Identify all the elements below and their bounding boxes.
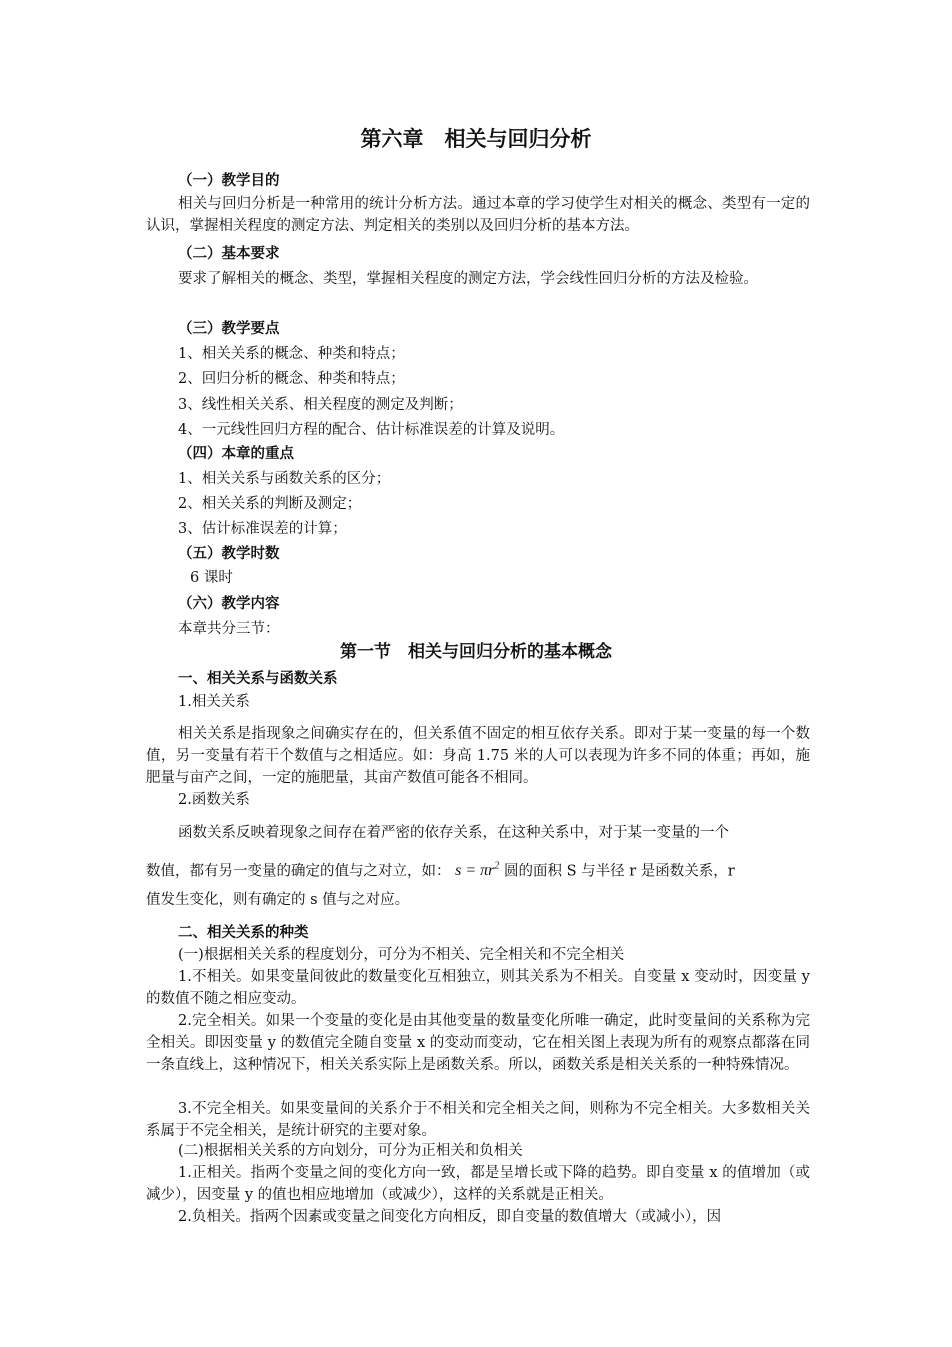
list-item: 1、相关关系与函数关系的区分；	[178, 471, 391, 487]
subheading-correlation: 1.相关关系	[178, 694, 250, 710]
paragraph-negative-correlation: 2.负相关。指两个因素或变量之间变化方向相反，即自变量的数值增大（或减小），因	[178, 1209, 722, 1225]
paragraph-imperfect-correlation: 3.不完全相关。如果变量间的关系介于不相关和完全相关之间，则称为不完全相关。大多数相关关系属于不完全相关，是统计研究的主要对象。	[146, 1101, 810, 1139]
chapter-title: 第六章 相关与回归分析	[360, 127, 592, 151]
paragraph-function-line3: 值发生变化，则有确定的 s 值与之对应。	[146, 892, 410, 908]
heading-correlation-types: 二、相关关系的种类	[178, 925, 309, 941]
subheading-function: 2.函数关系	[178, 792, 250, 808]
subheading-by-direction: (二)根据相关关系的方向划分，可分为正相关和负相关	[178, 1143, 523, 1159]
list-item: 2、相关关系的判断及测定；	[178, 496, 362, 512]
subheading-by-degree: (一)根据相关关系的程度划分，可分为不相关、完全相关和不完全相关	[178, 947, 625, 963]
list-item: 2、回归分析的概念、种类和特点；	[178, 371, 405, 387]
heading-teaching-points: （三）教学要点	[178, 321, 280, 337]
heading-correlation-vs-function: 一、相关关系与函数关系	[178, 671, 338, 687]
paragraph-function-line1: 函数关系反映着现象之间存在着严密的依存关系，在这种关系中，对于某一变量的一个	[178, 825, 729, 841]
paragraph-function-line2	[146, 856, 810, 882]
teaching-hours-value: 6 课时	[190, 570, 233, 586]
function-text-a: 数值，都有另一变量的确定的值与之对立，如：	[146, 863, 451, 880]
paragraph-no-correlation: 1.不相关。如果变量间彼此的数量变化互相独立，则其关系为不相关。自变量 x 变动时，因变量 y 的数值不随之相应变动。	[146, 969, 810, 1007]
teaching-content-intro: 本章共分三节：	[178, 621, 280, 637]
section-title: 第一节 相关与回归分析的基本概念	[340, 642, 612, 662]
heading-basic-requirements: （二）基本要求	[178, 246, 280, 262]
paragraph-correlation: 相关关系是指现象之间确实存在的，但关系值不固定的相互依存关系。即对于某一变量的每一个数值，另一变量有若干个数值与之相适应。如：身高 1.75 米的人可以表现为许多不同的体重；再如，施肥量与亩产之间，一定的施肥量，其亩产数值可能各不相同。	[146, 726, 810, 786]
list-item: 3、线性相关关系、相关程度的测定及判断；	[178, 397, 463, 413]
function-text-b: 圆的面积 S 与半径 r 是函数关系，r	[503, 863, 735, 880]
list-item: 1、相关关系的概念、种类和特点；	[178, 346, 405, 362]
paragraph-basic-requirements: 要求了解相关的概念、类型，掌握相关程度的测定方法，学会线性回归分析的方法及检验。	[178, 271, 758, 287]
heading-key-points: （四）本章的重点	[178, 446, 294, 462]
paragraph-perfect-correlation: 2.完全相关。如果一个变量的变化是由其他变量的数量变化所唯一确定，此时变量间的关系称为完全相关。即因变量 y 的数值完全随自变量 x 的变动而变动，它在相关图上表现为所有的观察点都落在同一条直线上，这种情况下，相关关系实际上是函数关系。所以，函数关系是相关关系的一种特殊情况。	[146, 1013, 810, 1073]
heading-teaching-hours: （五）教学时数	[178, 546, 280, 562]
list-item: 3、估计标准误差的计算；	[178, 521, 347, 537]
heading-teaching-goal: （一）教学目的	[178, 173, 280, 189]
circle-area-formula	[455, 862, 499, 879]
formula-exponent: 2	[494, 861, 500, 872]
heading-teaching-content: （六）教学内容	[178, 596, 280, 612]
paragraph-teaching-goal: 相关与回归分析是一种常用的统计分析方法。通过本章的学习使学生对相关的概念、类型有一定的认识，掌握相关程度的测定方法、判定相关的类别以及回归分析的基本方法。	[146, 196, 810, 234]
formula-base: s = πr	[455, 862, 495, 880]
paragraph-positive-correlation: 1.正相关。指两个变量之间的变化方向一致，都是呈增长或下降的趋势。即自变量 x 的值增加（或减少），因变量 y 的值也相应地增加（或减少），这样的关系就是正相关。	[146, 1165, 810, 1203]
list-item: 4、一元线性回归方程的配合、估计标准误差的计算及说明。	[178, 422, 565, 438]
